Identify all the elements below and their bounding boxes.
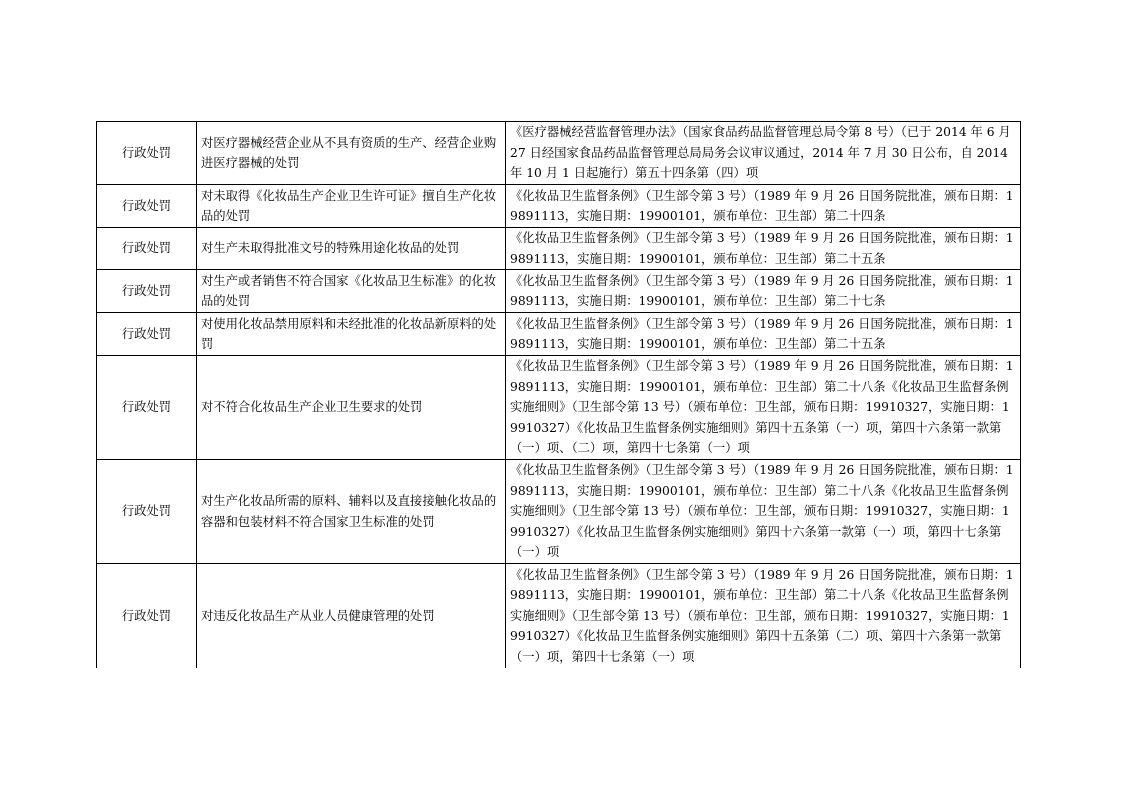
cell-basis: 《化妆品卫生监督条例》（卫生部令第 3 号）（1989 年 9 月 26 日国务院批准，颁布日期：19891113，实施日期：19900101，颁布单位：卫生部）第二十五条 [506, 228, 1021, 270]
cell-type: 行政处罚 [97, 122, 197, 185]
cell-type: 行政处罚 [97, 270, 197, 313]
table-row [97, 185, 1021, 228]
table-row [97, 122, 1021, 185]
cell-item: 对生产化妆品所需的原料、辅料以及直接接触化妆品的容器和包装材料不符合国家卫生标准的处罚 [197, 460, 506, 564]
table-row [97, 356, 1021, 460]
cell-item: 对不符合化妆品生产企业卫生要求的处罚 [197, 356, 506, 460]
cell-item: 对违反化妆品生产从业人员健康管理的处罚 [197, 564, 506, 668]
table-row [97, 460, 1021, 564]
cell-item: 对生产未取得批准文号的特殊用途化妆品的处罚 [197, 228, 506, 270]
table-row [97, 564, 1021, 668]
cell-item: 对使用化妆品禁用原料和未经批准的化妆品新原料的处罚 [197, 313, 506, 356]
cell-type: 行政处罚 [97, 460, 197, 564]
enforcement-table [96, 121, 1021, 668]
cell-basis: 《化妆品卫生监督条例》（卫生部令第 3 号）（1989 年 9 月 26 日国务院批准，颁布日期：19891113，实施日期：19900101，颁布单位：卫生部）第二十八条《化妆品卫生监督条例实施细则》（卫生部令第 13 号）（颁布单位：卫生部，颁布日期：19910327，实施日期：19910327）《化妆品卫生监督条例实施细则》第四十五条第（一）项，第四十六条第一款第（一）项、（二）项，第四十七条第（一）项 [506, 356, 1021, 460]
cell-type: 行政处罚 [97, 313, 197, 356]
cell-basis: 《化妆品卫生监督条例》（卫生部令第 3 号）（1989 年 9 月 26 日国务院批准，颁布日期：19891113，实施日期：19900101，颁布单位：卫生部）第二十七条 [506, 270, 1021, 313]
cell-basis: 《化妆品卫生监督条例》（卫生部令第 3 号）（1989 年 9 月 26 日国务院批准，颁布日期：19891113，实施日期：19900101，颁布单位：卫生部）第二十五条 [506, 313, 1021, 356]
table-row [97, 270, 1021, 313]
cell-item: 对未取得《化妆品生产企业卫生许可证》擅自生产化妆品的处罚 [197, 185, 506, 228]
cell-basis: 《化妆品卫生监督条例》（卫生部令第 3 号）（1989 年 9 月 26 日国务院批准，颁布日期：19891113，实施日期：19900101，颁布单位：卫生部）第二十八条《化妆品卫生监督条例实施细则》（卫生部令第 13 号）（颁布单位：卫生部，颁布日期：19910327，实施日期：19910327）《化妆品卫生监督条例实施细则》第四十五条第（二）项、第四十六条第一款第（一）项，第四十七条第（一）项 [506, 564, 1021, 668]
table-row [97, 228, 1021, 270]
cell-basis: 《化妆品卫生监督条例》（卫生部令第 3 号）（1989 年 9 月 26 日国务院批准，颁布日期：19891113，实施日期：19900101，颁布单位：卫生部）第二十四条 [506, 185, 1021, 228]
table-row [97, 313, 1021, 356]
cell-type: 行政处罚 [97, 228, 197, 270]
cell-item: 对生产或者销售不符合国家《化妆品卫生标准》的化妆品的处罚 [197, 270, 506, 313]
cell-basis: 《化妆品卫生监督条例》（卫生部令第 3 号）（1989 年 9 月 26 日国务院批准，颁布日期：19891113，实施日期：19900101，颁布单位：卫生部）第二十八条《化妆品卫生监督条例实施细则》（卫生部令第 13 号）（颁布单位：卫生部，颁布日期：19910327，实施日期：19910327）《化妆品卫生监督条例实施细则》第四十六条第一款第（一）项，第四十七条第（一）项 [506, 460, 1021, 564]
cell-type: 行政处罚 [97, 356, 197, 460]
cell-item: 对医疗器械经营企业从不具有资质的生产、经营企业购进医疗器械的处罚 [197, 122, 506, 185]
cell-type: 行政处罚 [97, 564, 197, 668]
table-body [97, 122, 1021, 668]
cell-basis: 《医疗器械经营监督管理办法》（国家食品药品监督管理总局令第 8 号）（已于 2014 年 6 月 27 日经国家食品药品监督管理总局局务会议审议通过，2014 年 7 月 30 日公布，自 2014 年 10 月 1 日起施行）第五十四条第（四）项 [506, 122, 1021, 185]
cell-type: 行政处罚 [97, 185, 197, 228]
